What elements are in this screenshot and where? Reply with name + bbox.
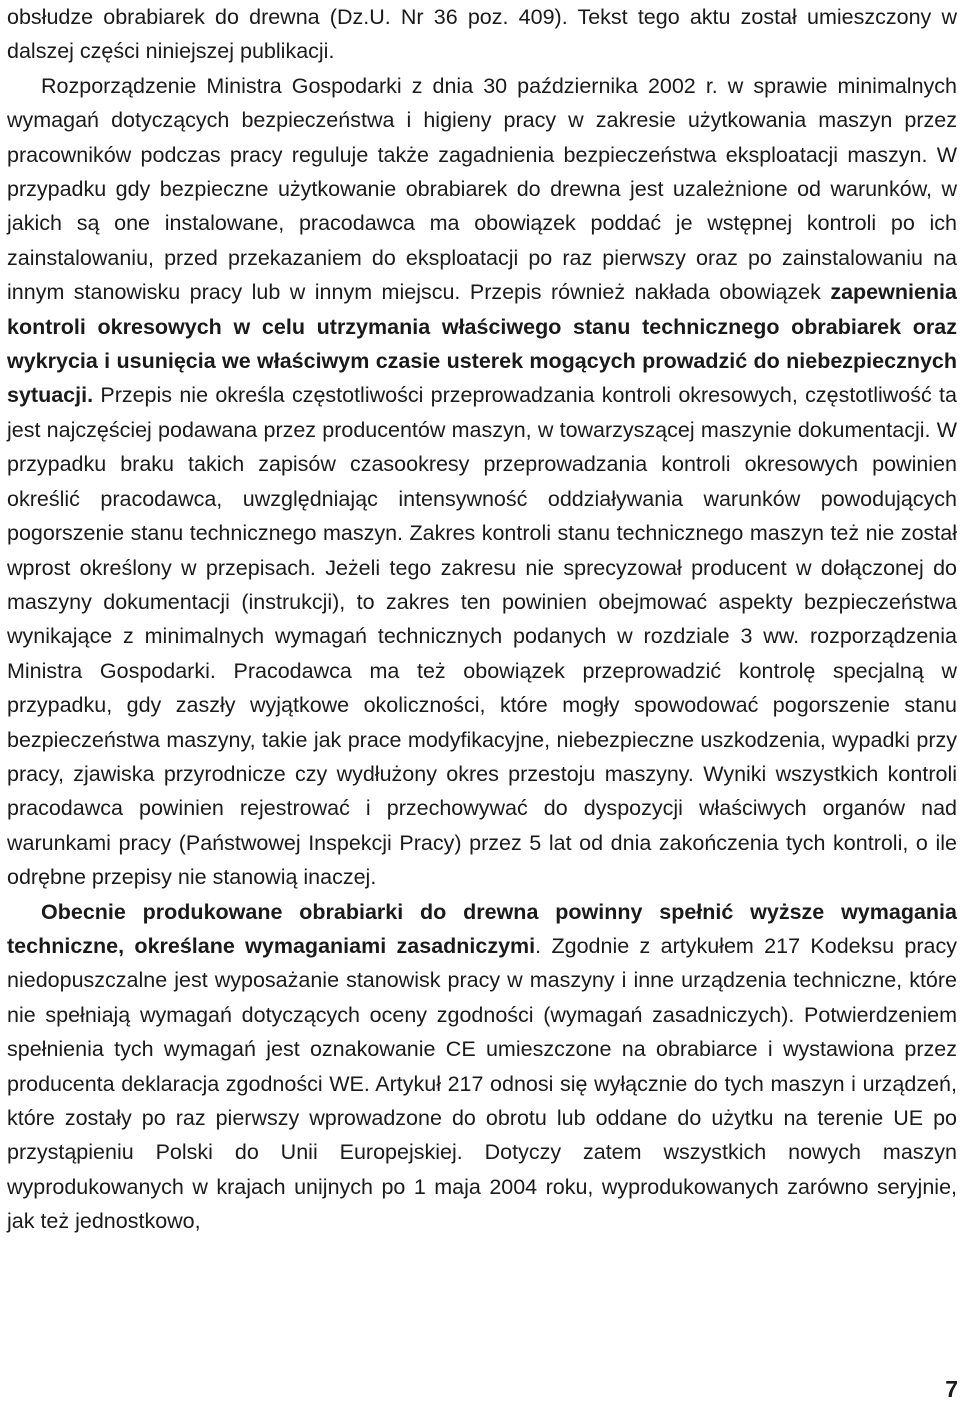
paragraph-2-text-a: Rozporządzenie Ministra Gospodarki z dnia 30 października 2002 r. w sprawie minimalnych wymagań dotyczących bezpieczeństwa i higieny pracy w zakresie użytkowania maszyn przez pracowników podczas pracy reguluje także zagadnienia bezpieczeństwa eksploatacji maszyn. W przypadku gdy bezpieczne użytkowanie obrabiarek do drewna jest uzależnione od warunków, w jakich są one instalowane, pracodawca ma obowiązek poddać je wstępnej kontroli po ich zainstalowaniu, przed przekazaniem do eksploatacji po raz pierwszy oraz po zainstalowaniu na innym stanowisku pracy lub w innym miejscu. Przepis również nakłada obowiązek [7,73,957,305]
document-body [7,0,957,1239]
paragraph-3-text: . Zgodnie z artykułem 217 Kodeksu pracy niedopuszczalne jest wyposażanie stanowisk pracy w maszyny i inne urządzenia techniczne, które nie spełniają wymagań dotyczących oceny zgodności (wymagań zasadniczych). Potwierdzeniem spełnienia tych wymagań jest oznakowanie CE umieszczone na obrabiarce i wystawiona przez producenta deklaracja zgodności WE. Artykuł 217 odnosi się wyłącznie do tych maszyn i urządzeń, które zostały po raz pierwszy wprowadzone do obrotu lub oddane do użytku na terenie UE po przystąpieniu Polski do Unii Europejskiej. Dotyczy zatem wszystkich nowych maszyn wyprodukowanych w krajach unijnych po 1 maja 2004 roku, wyprodukowanych zarówno seryjnie, jak też jednostkowo, [7,933,957,1234]
paragraph-2 [7,69,957,895]
page-number: 7 [945,1376,958,1402]
paragraph-3 [7,895,957,1239]
paragraph-1-text: obsłudze obrabiarek do drewna (Dz.U. Nr 36 poz. 409). Tekst tego aktu został umieszczony w dalszej części niniejszej publikacji. [7,5,957,64]
paragraph-2-text-b: Przepis nie określa częstotliwości przeprowadzania kontroli okresowych, częstotliwość ta jest najczęściej podawana przez producentów maszyn, w towarzyszącej maszynie dokumentacji. W przypadku braku takich zapisów czasookresy przeprowadzania kontroli okresowych powinien określić pracodawca, uwzględniając intensywność oddziaływania warunków powodujących pogorszenie stanu technicznego maszyn. Zakres kontroli stanu technicznego maszyn też nie został wprost określony w przepisach. Jeżeli tego zakresu nie sprecyzował producent w dołączonej do maszyny dokumentacji (instrukcji), to zakres ten powinien obejmować aspekty bezpieczeństwa wynikające z minimalnych wymagań technicznych podanych w rozdziale 3 ww. rozporządzenia Ministra Gospodarki. Pracodawca ma też obowiązek przeprowadzić kontrolę specjalną w przypadku, gdy zaszły wyjątkowe okoliczności, które mogły spowodować pogorszenie stanu bezpieczeństwa maszyny, takie jak prace modyfikacyjne, niebezpieczne uszkodzenia, wypadki przy pracy, zjawiska przyrodnicze czy wydłużony okres przestoju maszyny. Wyniki wszystkich kontroli pracodawca powinien rejestrować i przechowywać do dyspozycji właściwych organów nad warunkami pracy (Państwowej Inspekcji Pracy) przez 5 lat od dnia zakończenia tych kontroli, o ile odrębne przepisy nie stanowią inaczej. [7,383,957,890]
paragraph-3-emphasis: Obecnie produkowane obrabiarki do drewna powinny spełnić wyższe wymagania techniczne, określane wymaganiami zasadniczymi [7,899,957,958]
paragraph-1 [7,0,957,69]
paragraph-2-emphasis: zapewnienia kontroli okresowych w celu utrzymania właściwego stanu technicznego obrabiarek oraz wykrycia i usunięcia we właściwym czasie usterek mogących prowadzić do niebezpiecznych sytuacji. [7,280,957,408]
